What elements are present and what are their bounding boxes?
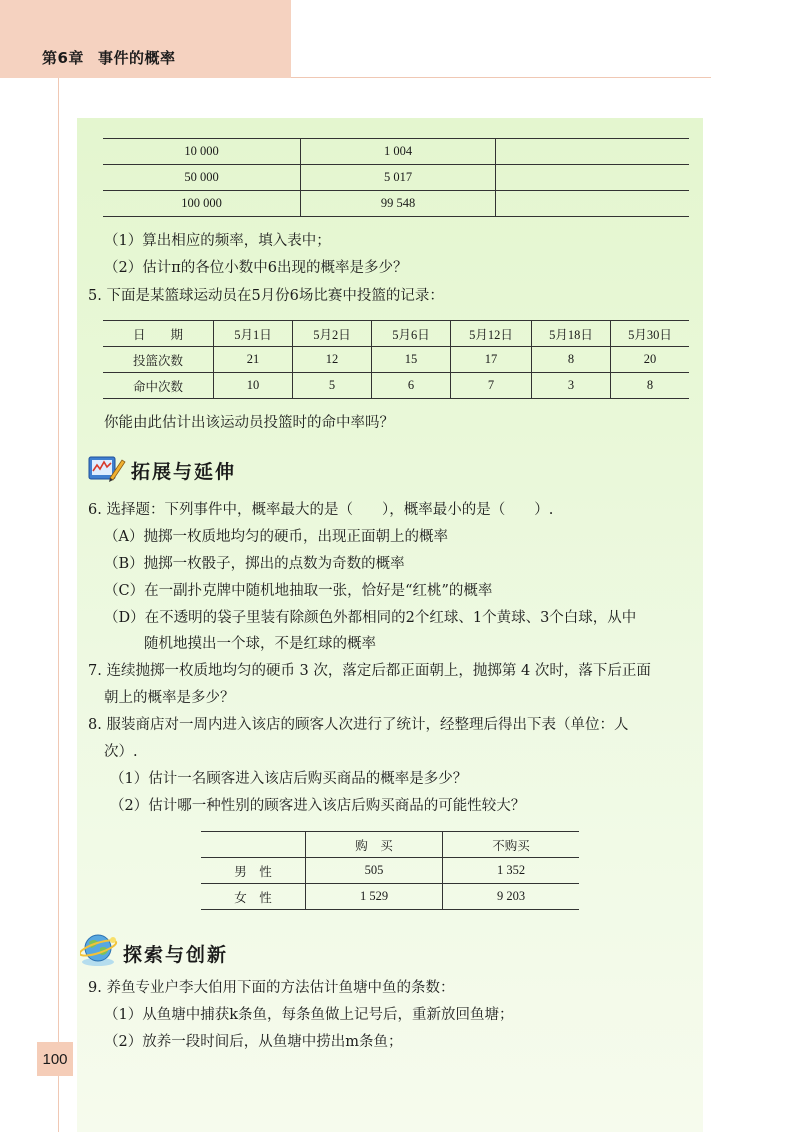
- page-number: 100: [37, 1042, 73, 1076]
- table-cell: 投篮次数: [103, 347, 214, 373]
- table-cell: 1 529: [306, 884, 443, 910]
- q6-option-b: （B）抛掷一枚骰子，掷出的点数为奇数的概率: [104, 556, 405, 572]
- margin-rule: [58, 78, 59, 1132]
- table-header-cell: 日 期: [103, 321, 214, 347]
- table-header-row: [201, 832, 579, 858]
- table-header-cell: 不购买: [443, 832, 580, 858]
- table-cell: 17: [451, 347, 532, 373]
- table-cell: 3: [532, 373, 611, 399]
- table-cell: 5 017: [301, 165, 496, 191]
- chapter-number: 第6章: [42, 49, 84, 67]
- table-cell: 12: [293, 347, 372, 373]
- q7-line1: 7. 连续抛掷一枚质地均匀的硬币 3 次，落定后都正面朝上，抛掷第 4 次时，落下后正面: [88, 663, 651, 679]
- table-row: [103, 373, 689, 399]
- q6-option-d: （D）在不透明的袋子里装有除颜色外都相同的2个红球、1个黄球、3个白球，从中: [104, 610, 637, 626]
- q9-text: 9. 养鱼专业户李大伯用下面的方法估计鱼塘中鱼的条数：: [88, 980, 455, 996]
- chapter-title: [42, 47, 189, 68]
- table-header-cell: [201, 832, 306, 858]
- table-cell: 15: [372, 347, 451, 373]
- table-header-cell: 5月18日: [532, 321, 611, 347]
- table-header-cell: 5月6日: [372, 321, 451, 347]
- table-cell: 命中次数: [103, 373, 214, 399]
- q6-text: 6. 选择题：下列事件中，概率最大的是（ ），概率最小的是（ ）.: [88, 502, 554, 518]
- table-header-cell: 5月30日: [611, 321, 690, 347]
- table-cell: 10: [214, 373, 293, 399]
- table-cell: [496, 165, 690, 191]
- table-cell: 6: [372, 373, 451, 399]
- table-header-row: [103, 321, 689, 347]
- q9-sub1: （1）从鱼塘中捕获k条鱼，每条鱼做上记号后，重新放回鱼塘；: [104, 1007, 514, 1023]
- q5-question: 你能由此估计出该运动员投篮时的命中率吗？: [104, 415, 394, 431]
- q6-option-c: （C）在一副扑克牌中随机地抽取一张，恰好是“红桃”的概率: [104, 583, 493, 599]
- q7-line2: 朝上的概率是多少？: [104, 690, 235, 706]
- section-title-extend: 拓展与延伸: [131, 461, 237, 483]
- table-cell: [496, 191, 690, 217]
- table-cell: 男 性: [201, 858, 306, 884]
- table-header-cell: 5月12日: [451, 321, 532, 347]
- table-cell: 21: [214, 347, 293, 373]
- q6-option-d-cont: 随机地摸出一个球，不是红球的概率: [144, 636, 376, 652]
- q5-text: 5. 下面是某篮球运动员在5月份6场比赛中投篮的记录：: [88, 288, 444, 304]
- q8-line1: 8. 服装商店对一周内进入该店的顾客人次进行了统计，经整理后得出下表（单位：人: [88, 717, 629, 733]
- table-row: [103, 139, 689, 165]
- chapter-name: 事件的概率: [97, 49, 176, 67]
- table-header-cell: 5月2日: [293, 321, 372, 347]
- table-cell: 8: [646, 378, 654, 392]
- table-cell: 7: [451, 373, 532, 399]
- table-cell: 1 352: [443, 858, 580, 884]
- q6-option-a: （A）抛掷一枚质地均匀的硬币，出现正面朝上的概率: [104, 529, 448, 545]
- shooting-record-table: [103, 320, 689, 399]
- table-cell: 女 性: [201, 884, 306, 910]
- table-row: [201, 858, 579, 884]
- table-row: [201, 884, 579, 910]
- globe-icon: [80, 932, 120, 968]
- table-cell: [496, 139, 690, 165]
- header-rule: [291, 77, 711, 78]
- q8-line2: 次）.: [104, 744, 138, 760]
- q8-sub1: （1）估计一名顾客进入该店后购买商品的概率是多少？: [110, 771, 468, 787]
- frequency-table: [103, 138, 689, 217]
- q9-sub2: （2）放养一段时间后，从鱼塘中捞出m条鱼；: [104, 1034, 403, 1050]
- table-cell: 50 000: [103, 165, 301, 191]
- table-cell: 505: [306, 858, 443, 884]
- q4-sub1: （1）算出相应的频率，填入表中；: [104, 233, 331, 249]
- table-row: [103, 191, 689, 217]
- table-cell: 10 000: [103, 139, 301, 165]
- table-cell: 8: [532, 347, 611, 373]
- chart-pencil-icon: [86, 452, 126, 484]
- table-row: [103, 165, 689, 191]
- table-cell: 1 004: [301, 139, 496, 165]
- q4-sub2: （2）估计π的各位小数中6出现的概率是多少？: [104, 260, 408, 276]
- table-cell: 9 203: [496, 889, 526, 903]
- table-header-cell: 5月1日: [214, 321, 293, 347]
- table-cell: 5: [293, 373, 372, 399]
- q8-sub2: （2）估计哪一种性别的顾客进入该店后购买商品的可能性较大？: [110, 798, 526, 814]
- customer-table: [201, 831, 579, 910]
- table-cell: 20: [611, 347, 690, 373]
- table-row: [103, 347, 689, 373]
- table-header-cell: 购 买: [306, 832, 443, 858]
- table-cell: 100 000: [103, 191, 301, 217]
- section-title-explore: 探索与创新: [123, 944, 229, 966]
- table-cell: 99 548: [301, 191, 496, 217]
